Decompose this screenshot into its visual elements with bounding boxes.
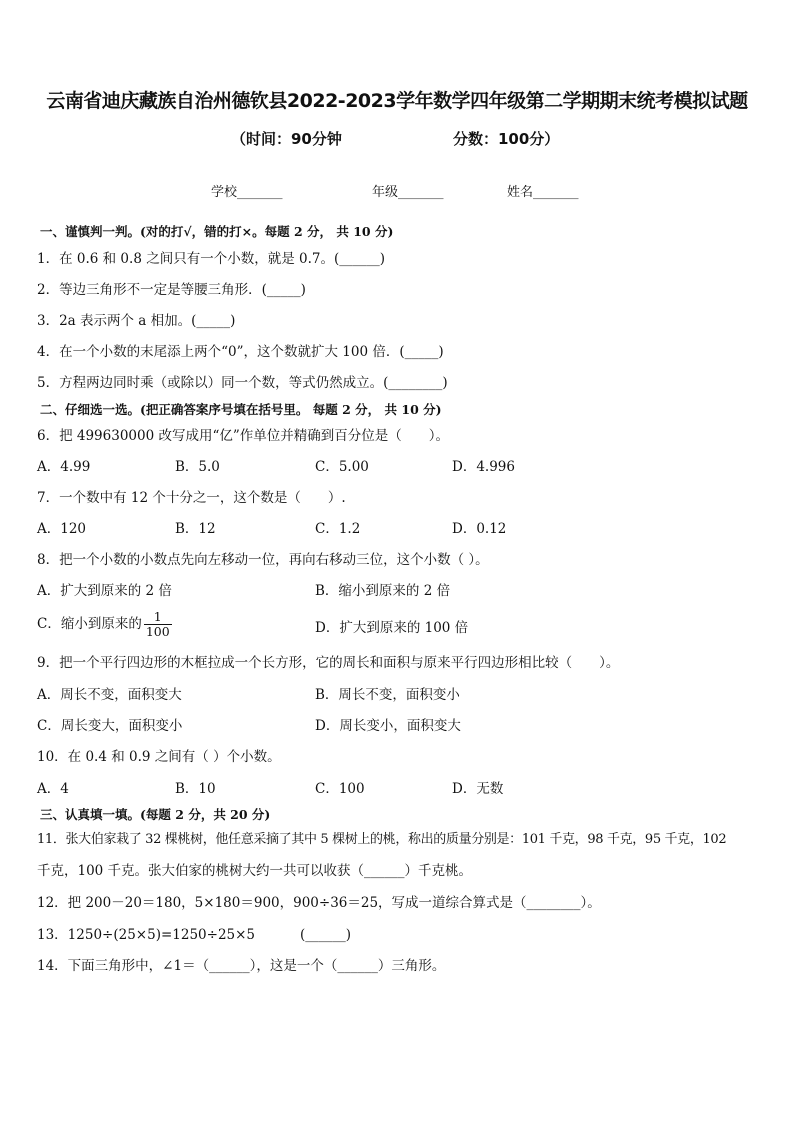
school-field[interactable]: 学校_______ <box>211 185 283 200</box>
q9-option-c: C．周长变大，面积变小 <box>37 718 183 734</box>
q10-option-a: A．4 <box>37 781 69 797</box>
q10-option-c: C．100 <box>315 781 365 797</box>
q7-option-b: B．12 <box>175 521 216 537</box>
question-14: 14．下面三角形中，∠1＝（______），这是一个（______）三角形。 <box>37 958 446 974</box>
q8-option-b: B．缩小到原来的 2 倍 <box>315 583 451 599</box>
question-5: 5．方程两边同时乘（或除以）同一个数，等式仍然成立。(________) <box>37 375 448 391</box>
q9-option-a: A．周长不变，面积变大 <box>37 687 182 703</box>
exam-score: 分数：100分） <box>453 130 560 148</box>
section-3-heading: 三、认真填一填。(每题 2 分，共 20 分) <box>40 807 271 822</box>
question-9: 9．把一个平行四边形的木框拉成一个长方形，它的周长和面积与原来平行四边形相比较（ ）。 <box>37 655 620 671</box>
q8-option-c <box>37 608 172 640</box>
question-12: 12．把 200－20＝180，5×180＝900，900÷36＝25，写成一道综合算式是（________）。 <box>37 895 601 911</box>
question-3: 3．2a 表示两个 a 相加。(_____) <box>37 313 236 329</box>
q7-option-d: D．0.12 <box>452 521 507 537</box>
question-11-line-1: 11．张大伯家栽了 32 棵桃树，他任意采摘了其中 5 棵树上的桃，称出的质量分别是：101 千克，98 千克，95 千克，102 <box>37 832 727 847</box>
q8-option-a: A．扩大到原来的 2 倍 <box>37 583 172 599</box>
q6-option-a: A．4.99 <box>37 459 91 475</box>
question-6: 6．把 499630000 改写成用“亿”作单位并精确到百分位是（ ）。 <box>37 428 450 444</box>
q9-option-d: D．周长变小，面积变大 <box>315 718 461 734</box>
question-2: 2．等边三角形不一定是等腰三角形．(_____) <box>37 282 306 298</box>
q13-answer-blank[interactable]: (______) <box>300 927 352 943</box>
grade-field[interactable]: 年级_______ <box>372 185 444 200</box>
q8-option-d: D．扩大到原来的 100 倍 <box>315 620 469 636</box>
q6-option-b: B．5.0 <box>175 459 220 475</box>
fraction-numerator: 1 <box>144 610 172 625</box>
section-2-heading: 二、仔细选一选。(把正确答案序号填在括号里。 每题 2 分， 共 10 分) <box>40 402 442 417</box>
question-13: 13．1250÷(25×5)=1250÷25×5 <box>37 927 256 943</box>
fraction-denominator: 100 <box>145 624 170 639</box>
q6-option-c: C．5.00 <box>315 459 369 475</box>
question-11-line-2: 千克，100 千克。张大伯家的桃树大约一共可以收获（______）千克桃。 <box>37 863 473 879</box>
q7-option-c: C．1.2 <box>315 521 361 537</box>
q10-option-b: B．10 <box>175 781 216 797</box>
section-1-heading: 一、谨慎判一判。(对的打√，错的打×。每题 2 分， 共 10 分) <box>40 224 394 239</box>
question-7: 7．一个数中有 12 个十分之一，这个数是（ ）. <box>37 490 346 506</box>
question-8: 8．把一个小数的小数点先向左移动一位，再向右移动三位，这个小数（ ）。 <box>37 552 489 568</box>
exam-title: 云南省迪庆藏族自治州德钦县2022-2023学年数学四年级第二学期期末统考模拟试题 <box>46 90 748 112</box>
q7-option-a: A．120 <box>37 521 87 537</box>
question-10: 10．在 0.4 和 0.9 之间有（ ）个小数。 <box>37 749 281 765</box>
q6-option-d: D．4.996 <box>452 459 515 475</box>
question-1: 1．在 0.6 和 0.8 之间只有一个小数，就是 0.7。(______) <box>37 251 385 267</box>
exam-time: （时间：90分钟 <box>231 130 342 148</box>
name-field[interactable]: 姓名_______ <box>507 185 579 200</box>
fraction <box>144 610 172 639</box>
q9-option-b: B．周长不变，面积变小 <box>315 687 460 703</box>
q10-option-d: D．无数 <box>452 781 504 797</box>
question-4: 4．在一个小数的末尾添上两个“0”，这个数就扩大 100 倍．(_____) <box>37 344 444 360</box>
q8-option-c-text: C．缩小到原来的 <box>37 616 142 632</box>
